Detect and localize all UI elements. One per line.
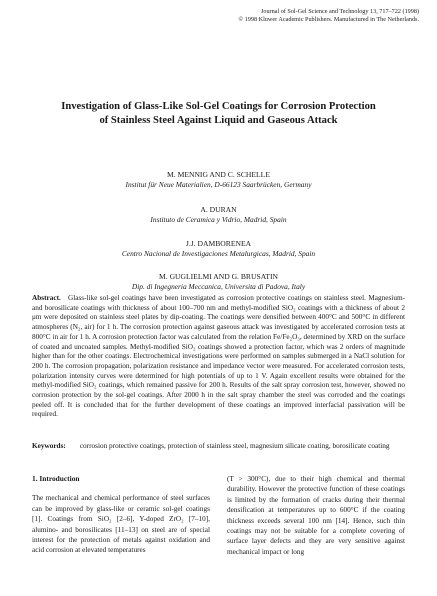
author-affiliation: Instituto de Ceramica y Vidrio, Madrid, Spain bbox=[150, 215, 287, 224]
author-names: A. DURAN bbox=[200, 205, 237, 214]
keywords-text: corrosion protective coatings, protection of stainless steel, magnesium silicate coating, borosilicate coating bbox=[79, 442, 390, 450]
abstract-text: Glass-like sol-gel coatings have been investigated as corrosion protective coatings on stainless steel. Magnesium- and borosilicate coatings with thickness of about 100–700 nm and methyl-modified SiO₂ coatings with a thickness of about 2 μm were deposited on stainless steel plates by dip-coating. The coatings were densified between 400°C and 500°C in different atmospheres (N₂, air) for 1 h. The corrosion protection against gaseous attack was investigated by accelerated corrosion tests at 800°C in air for 1 h. A corrosion protection factor was calculated from the relation Fe/Fe₂O₃, determined by XRD on the surface of coated and uncoated samples. Methyl-modified SiO₂ coatings showed a protection factor, which was 2 orders of magnitude higher than for the other coatings. Electrochemical investigations were performed on samples submerged in a NaCl solution for 200 h. The corrosion propagation, polarization resistance and impedance vector were measured. For accelerated corrosion tests, polarization intensity curves were determined for high potentials of up to 1 V. Again excellent results were obtained for the methyl-modified SiO₂ coatings, which remained passive for 200 h. Results of the salt spray corrosion test, however, showed no corrosion protection by the sol-gel coatings. After 2000 h in the salt spray chamber the steel was corroded and the coatings peeled off. It is concluded that for the further development of these coatings an improved interfacial passivation will be required. bbox=[32, 294, 406, 419]
section-heading: 1. Introduction bbox=[32, 474, 80, 483]
author-group-1 bbox=[30, 170, 407, 190]
author-names: J.J. DAMBORENEA bbox=[185, 239, 252, 248]
journal-citation: Journal of Sol-Gel Science and Technology 13, 717–722 (1998) bbox=[260, 8, 419, 15]
body-columns bbox=[32, 474, 405, 557]
title-line-2: of Stainless Steel Against Liquid and Gaseous Attack bbox=[99, 115, 338, 126]
right-column bbox=[227, 474, 405, 557]
title-line-1: Investigation of Glass-Like Sol-Gel Coatings for Corrosion Protection bbox=[61, 101, 376, 112]
abstract bbox=[32, 294, 405, 420]
left-column bbox=[32, 474, 210, 557]
author-affiliation: Institut für Neue Materialien, D-66123 Saarbrücken, Germany bbox=[125, 180, 312, 189]
author-names: M. GUGLIELMI AND G. BRUSATIN bbox=[159, 272, 278, 281]
author-group-4 bbox=[30, 272, 407, 292]
author-affiliation: Centro Nacional de Investigaciones Metalurgicas, Madrid, Spain bbox=[121, 249, 316, 258]
keywords bbox=[32, 442, 405, 452]
author-affiliation: Dip. di Ingegneria Meccanica, Universita di Padova, Italy bbox=[131, 282, 306, 291]
intro-paragraph-right: (T > 300°C), due to their high chemical and thermal durability. However the protective function of these coatings is limited by the formation of cracks during their thermal densification at temperatures up to 600°C if the coating thickness exceeds several 100 nm [14]. Hence, such thin coatings may not be suitable for a complete covering of surface layer defects and they are very sensitive against mechanical impact or long bbox=[227, 475, 405, 556]
abstract-label: Abstract. bbox=[32, 294, 61, 302]
author-group-2 bbox=[30, 205, 407, 225]
intro-paragraph-left: The mechanical and chemical performance of steel surfaces can be improved by glass-like or ceramic sol-gel coatings [1]. Coatings from SiO₂ [2–6], Y-doped ZrO₂ [7–10], alumino- and borosilicates [11–13] on steel are of special interest for the protection of metals against oxidation and acid corrosion at elevated temperatures bbox=[32, 494, 210, 555]
journal-copyright: © 1998 Kluwer Academic Publishers. Manufactured in The Netherlands. bbox=[238, 16, 419, 23]
author-group-3 bbox=[30, 239, 407, 259]
author-names: M. MENNIG AND C. SCHELLE bbox=[167, 170, 270, 179]
journal-header bbox=[238, 8, 419, 24]
paper-title bbox=[30, 100, 407, 128]
keywords-label: Keywords: bbox=[32, 442, 66, 450]
